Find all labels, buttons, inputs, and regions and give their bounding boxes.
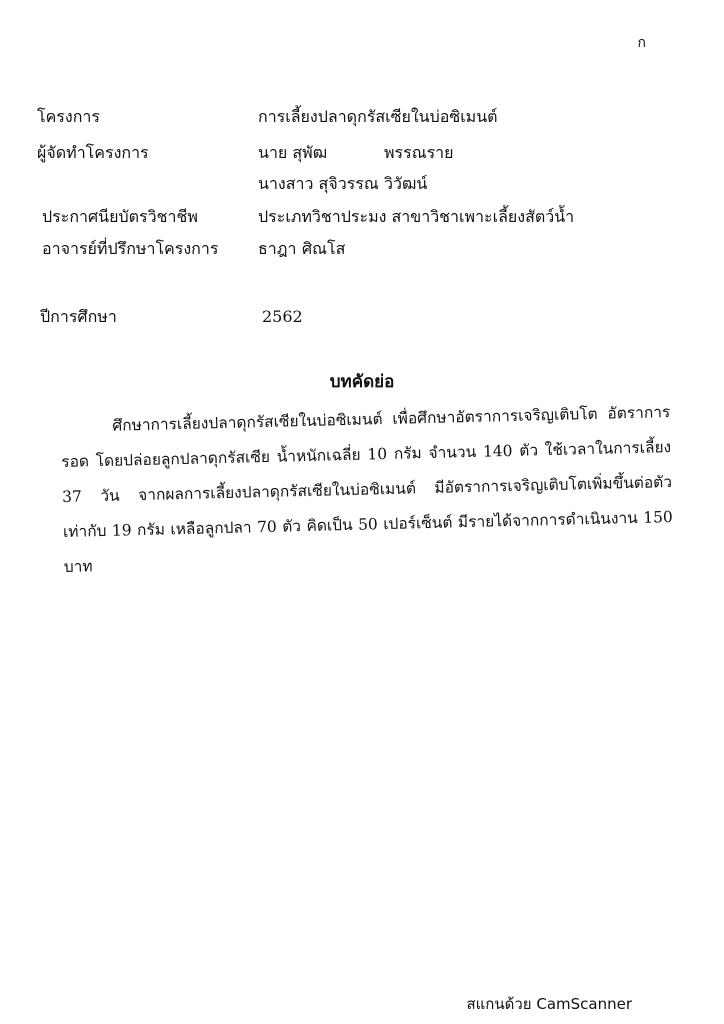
scanner-watermark: สแกนด้วย CamScanner — [466, 995, 632, 1013]
authors-label: ผู้จัดทำโครงการ — [37, 143, 149, 162]
author1-surname: พรรณราย — [384, 143, 454, 162]
advisor-surname: ศิณโส — [302, 239, 346, 258]
advisor-label: อาจารย์ที่ปรึกษาโครงการ — [42, 239, 219, 258]
project-label: โครงการ — [37, 107, 100, 126]
author2-surname: วิวัฒน์ — [384, 174, 428, 193]
author2-name: นางสาว สุจิวรรณ — [258, 174, 379, 193]
certificate-value: ประเภทวิชาประมง สาขาวิชาเพาะเลี้ยงสัตว์น้ำ — [258, 207, 575, 226]
page-number: ก — [637, 35, 646, 51]
project-value: การเลี้ยงปลาดุกรัสเซียในบ่อซิเมนต์ — [258, 107, 498, 126]
certificate-label: ประกาศนียบัตรวิชาชีพ — [42, 207, 198, 226]
author1-name: นาย สุพัฒ — [258, 143, 328, 162]
abstract-body — [60, 395, 674, 585]
year-value: 2562 — [262, 307, 303, 326]
year-label: ปีการศึกษา — [40, 307, 117, 326]
abstract-text: ศึกษาการเลี้ยงปลาดุกรัสเซียในบ่อซิเมนต์ เพื่อศึกษาอัตราการเจริญเติบโต อัตราการรอด โดยปล่อยลูกปลาดุกรัสเซีย น้ำหนักเฉลี่ย 10 กรัม จำนวน 140 ตัว ใช้เวลาในการเลี้ยง 37 วัน จากผลการเลี้ยงปลาดุกรัสเซียในบ่อซิเมนต์ มีอัตราการเจริญเติบโตเพิ่มขึ้นต่อตัวเท่ากับ 19 กรัม เหลือลูกปลา 70 ตัว คิดเป็น 50 เปอร์เซ็นต์ มีรายได้จากการดำเนินงาน 150 บาท — [61, 403, 674, 576]
advisor-name: ธาฎา — [258, 239, 297, 258]
abstract-title: บทคัดย่อ — [329, 372, 395, 392]
